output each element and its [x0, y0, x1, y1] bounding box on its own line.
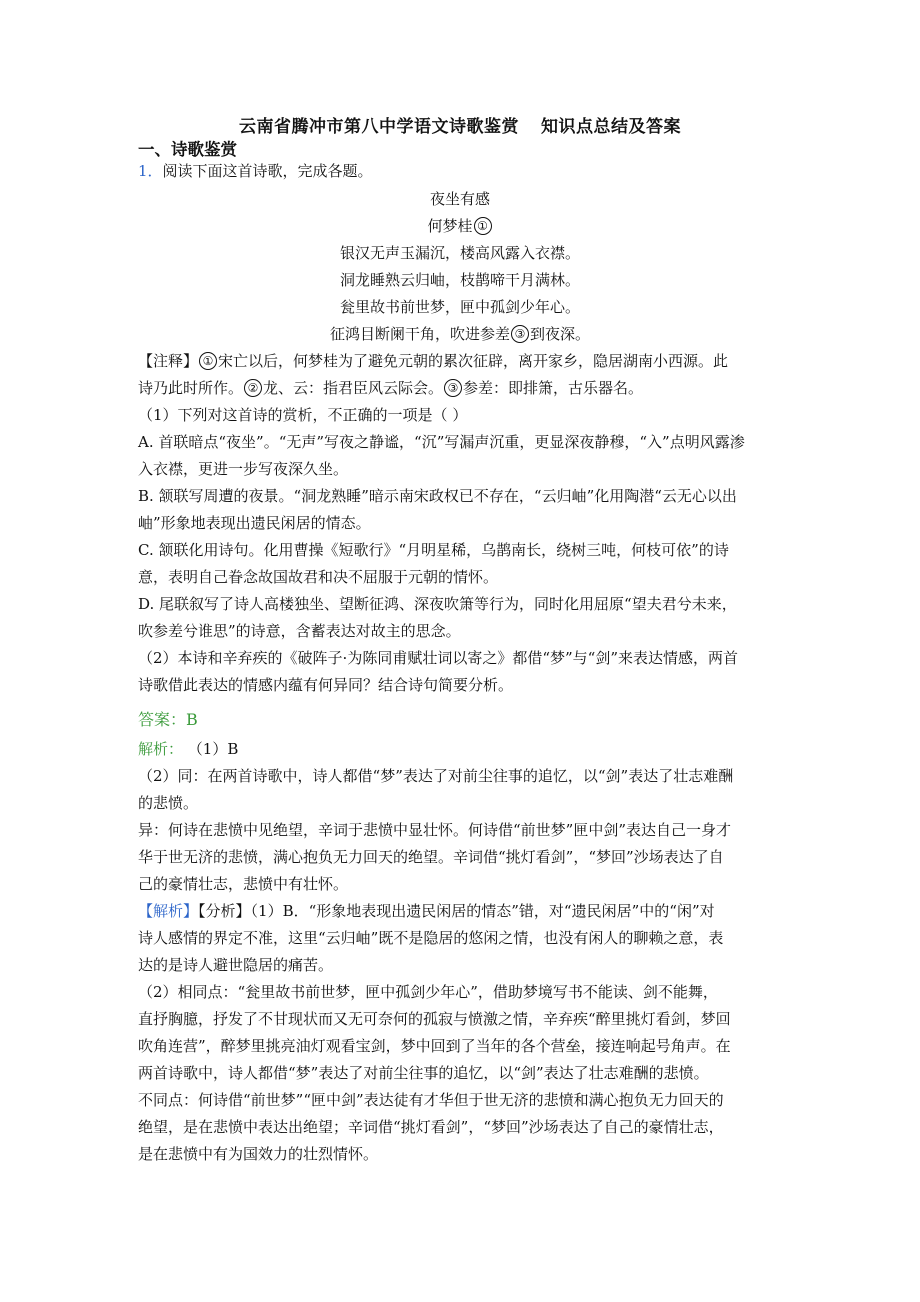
- option-a: A. 首联暗点“夜坐”。“无声”写夜之静谧，“沉”写漏声沉重，更显深夜静穆，“入”点明风露渗: [138, 433, 745, 451]
- option-c: C. 颔联化用诗句。化用曹操《短歌行》“月明星稀，乌鹊南长，绕树三吨，何枝可依”的诗: [138, 541, 729, 559]
- analysis: 解析： （1）B （2）同：在两首诗歌中，诗人都借“梦”表达了对前尘往事的追忆，以“剑”表达了壮志难酬 的悲愤。 异：何诗在悲愤中见绝望，辛词于悲愤中显壮怀。何诗借“前世梦”匣中剑”表达自己一身才 华于世无济的悲愤，满心抱负无力回天的绝望。辛词借“挑灯看剑”，“梦回”沙场表达了自 己的豪情壮志，悲愤中有壮怀。: [138, 740, 734, 893]
- poem-line: 银汉无声玉漏沉，楼高风露入衣襟。: [339, 244, 580, 262]
- option-d: D. 尾联叙写了诗人高楼独坐、望断征鸿、深夜吹箫等行为，同时化用屈原“望夫君兮未来，: [138, 595, 737, 613]
- answer-line: 答案：B: [138, 710, 198, 729]
- question-1: （1）下列对这首诗的赏析，不正确的一项是（ ） A. 首联暗点“夜坐”。“无声”写夜之静谧，“沉”写漏声沉重，更显深夜静穆，“入”点明风露渗 入衣襟，更进一步写夜深久坐。 B. 颔联写周遭的夜景。“洞龙熟睡”暗示南宋政权已不存在，“云归岫”化用陶潜“云无心以出 岫”形象地表现出遗民闲居的情态。 C. 颔联化用诗句。化用曹操《短歌行》“月明星稀，乌鹊南长，绕树三吨，何枝可依”的诗 意，表明自己眷念故国故君和决不屈服于元朝的情怀。 D. 尾联叙写了诗人高楼独坐、望断征鸿、深夜吹箫等行为，同时化用屈原“望夫君兮未来， 吹参差兮谁思”的诗意，含蓄表达对故主的思念。 （2）本诗和辛弃疾的《破阵子·为陈同甫赋壮词以寄之》都借“梦”与“剑”来表达情感，两首 诗歌借此表达的情感内蕴有何异同？结合诗句简要分析。: [138, 402, 784, 699]
- question-intro: 1．阅读下面这首诗歌，完成各题。: [138, 162, 373, 180]
- annotation: 【注释】 ① 宋亡以后，何梦桂为了避免元朝的累次征辟，离开家乡，隐居湖南小西源。此 诗乃此时所作。 ② 龙、云：指君臣风云际会。 ③ 参差：即排箫，古乐器名。: [138, 352, 729, 397]
- poem-line: 征鸿目断阑干角，吹进参差 ③ 到夜深。: [329, 325, 591, 343]
- page-title: 云南省腾冲市第八中学语文诗歌鉴赏 知识点总结及答案: [239, 117, 681, 137]
- section-heading: 一、诗歌鉴赏: [138, 140, 237, 159]
- detailed-analysis: 【解析】【分析】（1）B．“形象地表现出遗民闲居的情态”错，对“遗民闲居”中的“闲”对 诗人感情的界定不准，这里“云归岫”既不是隐居的悠闲之情，也没有闲人的聊赖之意，表 达的是诗人避世隐居的痛苦。 （2）相同点：“瓮里故书前世梦，匣中孤剑少年心”，借助梦境写书不能读、剑不能舞， 直抒胸臆，抒发了不甘现状而又无可奈何的孤寂与愤激之情，辛弃疾“醉里挑灯看剑，梦回 吹角连营”，醉梦里挑亮油灯观看宝剑，梦中回到了当年的各个营垒，接连响起号角声。在 两首诗歌中，诗人都借“梦”表达了对前尘往事的追忆，以“剑”表达了壮志难酬的悲愤。 不同点：何诗借“前世梦”“匣中剑”表达徒有才华但于世无济的悲愤和满心抱负无力回天的 绝望，是在悲愤中表达出绝望；辛词借“挑灯看剑”，“梦回”沙场表达了自己的豪情壮志， 是在悲愤中有为国效力的壮烈情怀。: [138, 902, 731, 1163]
- option-b: B. 颔联写周遭的夜景。“洞龙熟睡”暗示南宋政权已不存在，“云归岫”化用陶潜“云无心以出: [138, 487, 737, 505]
- poem-line: 洞龙睡熟云归岫，枝鹊啼干月满林。: [339, 271, 580, 289]
- poem-title: 夜坐有感: [429, 190, 490, 208]
- poem-author: 何梦桂 ①: [0, 215, 920, 236]
- question-number: 1．: [138, 162, 163, 180]
- poem-line: 瓮里故书前世梦，匣中孤剑少年心。: [339, 298, 580, 316]
